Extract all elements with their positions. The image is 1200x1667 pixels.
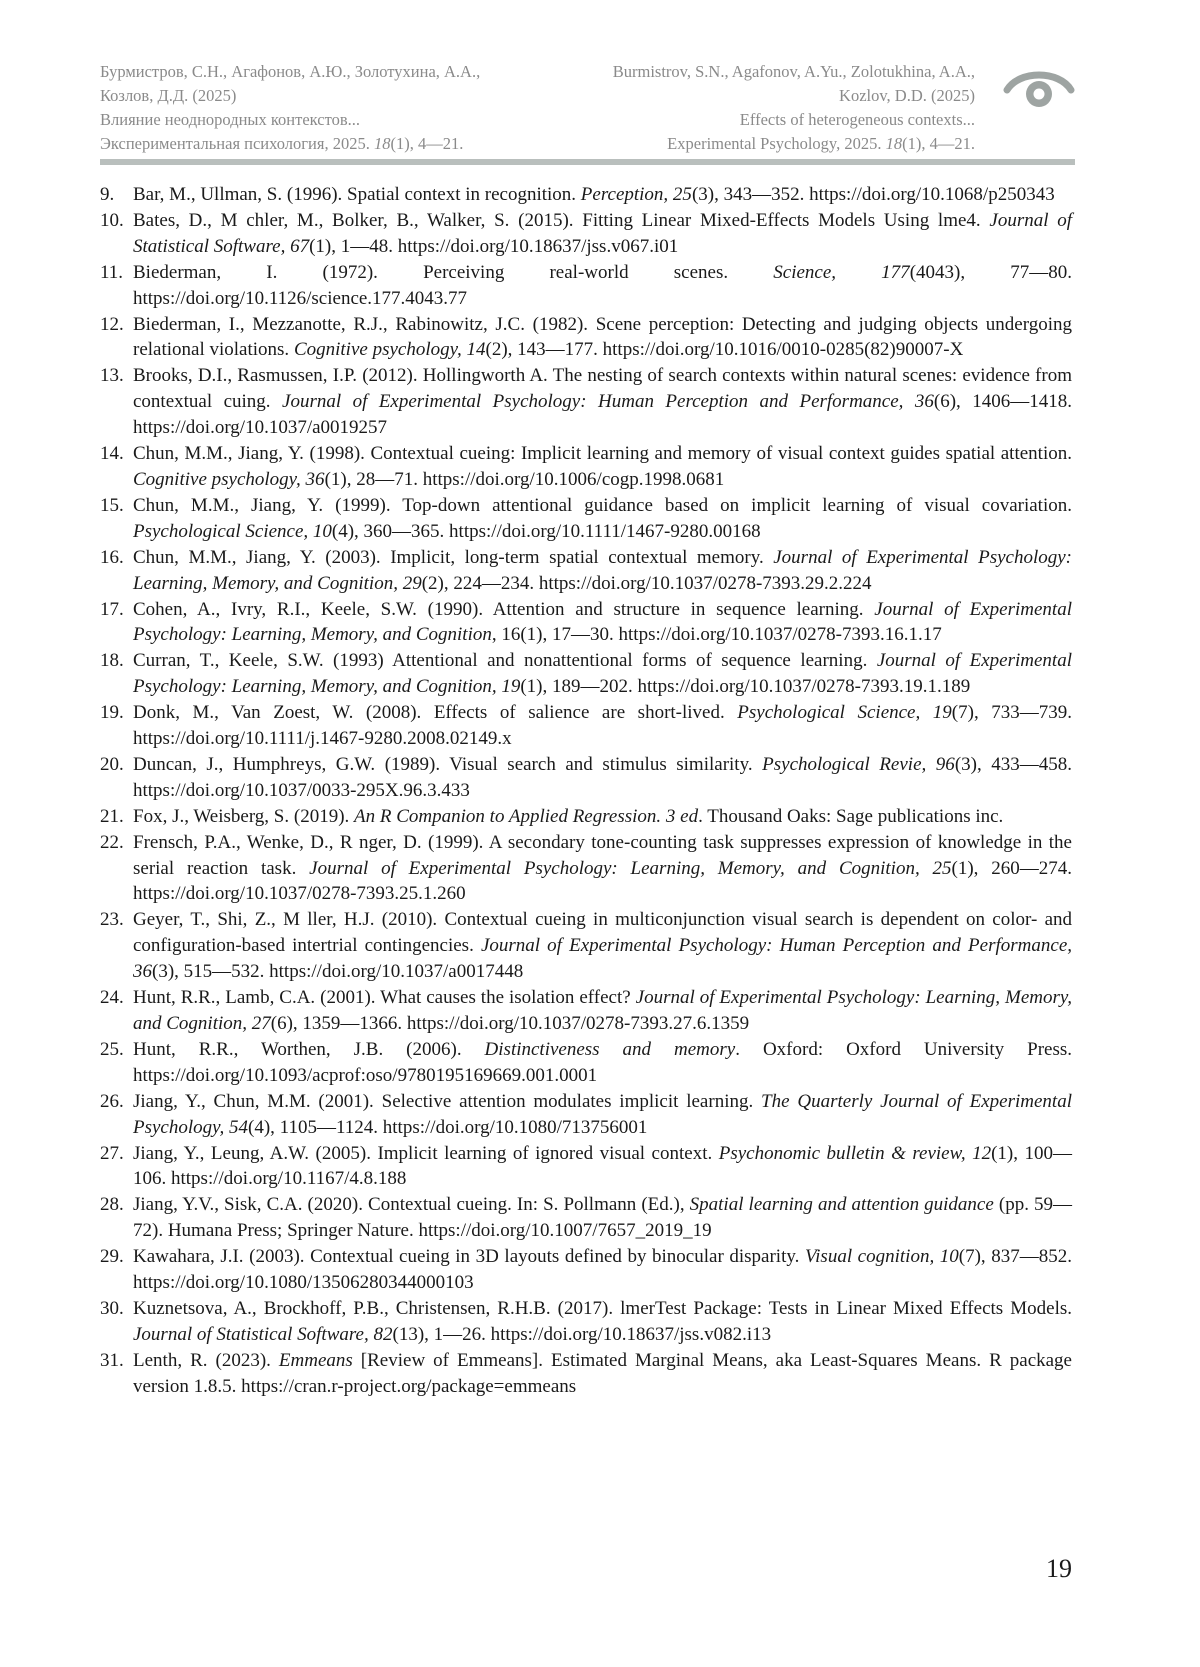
reference-text: Chun, M.M., Jiang, Y. (1999). Top-down attentional guidance based on implicit learning of visual covariation. xyxy=(133,494,1072,516)
reference-details: (3), 343—352. https://doi.org/10.1068/p250343 xyxy=(691,184,1055,205)
reference-item xyxy=(100,1192,1072,1244)
reference-text: Frensch, P.A., Wenke, D., R nger, D. (1999). A secondary tone-counting task suppresses expression of knowledge in the serial reaction task. xyxy=(133,831,1072,879)
reference-source: Journal of Experimental Psychology: Learning, Memory, and Cognition, 25 xyxy=(309,857,952,879)
header-rule xyxy=(100,159,1075,165)
reference-number: 12. xyxy=(100,313,124,335)
header-russian xyxy=(100,60,540,156)
reference-item xyxy=(100,752,1072,804)
page-number: 19 xyxy=(1046,1554,1072,1583)
reference-number: 27. xyxy=(100,1142,124,1164)
reference-item xyxy=(100,597,1072,649)
reference-details: (4043), 77—80. https://doi.org/10.1126/science.177.4043.77 xyxy=(133,261,1072,309)
header-english xyxy=(535,60,975,156)
reference-number: 14. xyxy=(100,443,124,465)
reference-source: Science, 177 xyxy=(773,261,910,283)
reference-item xyxy=(100,208,1072,260)
reference-number: 25. xyxy=(100,1038,124,1060)
reference-source: Cognitive psychology, 14 xyxy=(293,339,486,361)
reference-number: 21. xyxy=(100,805,124,827)
reference-details: , 16(1), 17—30. https://doi.org/10.1037/0278-7393.16.1.17 xyxy=(491,624,942,646)
reference-source: Psychological Science, 19 xyxy=(737,702,952,724)
reference-details: (3), 433—458. https://doi.org/10.1037/0033-295X.96.3.433 xyxy=(133,753,1073,801)
reference-source: Psychological Revie, 96 xyxy=(762,753,955,775)
reference-item xyxy=(100,907,1072,985)
reference-item xyxy=(100,1037,1072,1089)
reference-details: (1), 260—274. https://doi.org/10.1037/0278-7393.25.1.260 xyxy=(133,857,1073,905)
reference-number: 20. xyxy=(100,753,124,775)
reference-text: Kuznetsova, A., Brockhoff, P.B., Christensen, R.H.B. (2017). lmerTest Package: Tests in Linear Mixed Effects Models. xyxy=(133,1297,1072,1319)
reference-text: Fox, J., Weisberg, S. (2019). xyxy=(133,805,355,827)
eye-icon xyxy=(1003,64,1075,112)
reference-details: (pp. 59—72). Humana Press; Springer Nature. https://doi.org/10.1007/7657_2019_19 xyxy=(133,1194,1073,1242)
reference-text: Hunt, R.R., Lamb, C.A. (2001). What causes the isolation effect? xyxy=(133,987,636,1009)
reference-item xyxy=(100,182,1072,208)
reference-item xyxy=(100,312,1072,364)
reference-item xyxy=(100,1089,1072,1141)
reference-text: Chun, M.M., Jiang, Y. (1998). Contextual cueing: Implicit learning and memory of visual context guides spatial attention. xyxy=(133,443,1072,465)
reference-source: Distinctiveness and memory xyxy=(484,1038,736,1060)
reference-text: Kawahara, J.I. (2003). Contextual cueing in 3D layouts defined by binocular disparity. xyxy=(133,1246,805,1268)
reference-text: Biederman, I., Mezzanotte, R.J., Rabinowitz, J.C. (1982). Scene perception: Detecting and judging objects undergoing relational violations. xyxy=(133,313,1072,361)
header-right-authors-1: Burmistrov, S.N., Agafonov, A.Yu., Zolotukhina, A.A., xyxy=(612,62,975,81)
reference-source: Cognitive psychology, 36 xyxy=(133,468,325,490)
reference-number: 19. xyxy=(100,702,124,724)
reference-text: Duncan, J., Humphreys, G.W. (1989). Visual search and stimulus similarity. xyxy=(133,753,763,775)
reference-item xyxy=(100,545,1072,597)
reference-source: Perception, 25 xyxy=(580,184,692,205)
header-right-title: Effects of heterogeneous contexts... xyxy=(739,110,975,129)
reference-item xyxy=(100,1348,1072,1400)
reference-details: (2), 224—234. https://doi.org/10.1037/0278-7393.29.2.224 xyxy=(421,572,872,594)
reference-item xyxy=(100,1244,1072,1296)
reference-number: 9. xyxy=(100,184,115,205)
header-left-journal: Экспериментальная психология, 2025. 18(1), 4—21. xyxy=(100,134,464,153)
reference-source: Journal of Statistical Software, 82 xyxy=(133,1323,393,1345)
reference-number: 30. xyxy=(100,1297,124,1319)
reference-text: Jiang, Y.V., Sisk, C.A. (2020). Contextual cueing. In: S. Pollmann (Ed.), xyxy=(133,1194,690,1216)
reference-item xyxy=(100,363,1072,441)
reference-source: Journal of Experimental Psychology: Human Perception and Performance, 36 xyxy=(133,935,1073,983)
reference-source: Journal of Experimental Psychology: Learning, Memory, and Cognition, 27 xyxy=(133,987,1072,1034)
reference-details: (4), 360—365. https://doi.org/10.1111/1467-9280.00168 xyxy=(331,520,761,542)
reference-details: (1), 1—48. https://doi.org/10.18637/jss.v067.i01 xyxy=(309,235,679,257)
reference-details: . Thousand Oaks: Sage publications inc. xyxy=(698,805,1004,827)
reference-item xyxy=(100,1141,1072,1193)
reference-source: Psychological Science, 10 xyxy=(133,520,332,542)
reference-source: Visual cognition, 10 xyxy=(804,1246,959,1268)
reference-source: Journal of Experimental Psychology: Learning, Memory, and Cognition, 29 xyxy=(133,546,1072,594)
reference-text: Jiang, Y., Leung, A.W. (2005). Implicit learning of ignored visual context. xyxy=(133,1142,719,1164)
header-right-authors-2: Kozlov, D.D. (2025) xyxy=(839,86,975,105)
reference-text: Hunt, R.R., Worthen, J.B. (2006). xyxy=(133,1038,485,1060)
reference-source: Journal of Experimental Psychology: Learning, Memory, and Cognition, 19 xyxy=(133,650,1072,698)
reference-details: (1), 28—71. https://doi.org/10.1006/cogp.1998.0681 xyxy=(324,468,725,490)
reference-item xyxy=(100,1296,1072,1348)
reference-text: Brooks, D.I., Rasmussen, I.P. (2012). Hollingworth A. The nesting of search contexts within natural scenes: evidence from contextual cuing. xyxy=(133,365,1072,413)
reference-source: Psychonomic bulletin & review, 12 xyxy=(718,1142,992,1164)
reference-number: 11. xyxy=(100,261,124,283)
reference-source: An R Companion to Applied Regression. 3 ed xyxy=(354,805,699,827)
reference-number: 22. xyxy=(100,831,124,853)
reference-number: 10. xyxy=(100,209,124,231)
reference-number: 29. xyxy=(100,1246,124,1268)
reference-details: (13), 1—26. https://doi.org/10.18637/jss.v082.i13 xyxy=(392,1323,772,1345)
reference-text: Bar, M., Ullman, S. (1996). Spatial context in recognition. xyxy=(133,184,581,205)
reference-text: Bates, D., M chler, M., Bolker, B., Walker, S. (2015). Fitting Linear Mixed-Effects Models Using lme4. xyxy=(133,209,990,231)
reference-number: 28. xyxy=(100,1194,124,1216)
reference-details: (2), 143—177. https://doi.org/10.1016/0010-0285(82)90007-X xyxy=(485,339,964,361)
reference-details: (1), 189—202. https://doi.org/10.1037/0278-7393.19.1.189 xyxy=(520,676,971,698)
reference-item xyxy=(100,985,1072,1037)
reference-text: Chun, M.M., Jiang, Y. (2003). Implicit, long-term spatial contextual memory. xyxy=(133,546,774,568)
reference-source: Journal of Statistical Software, 67 xyxy=(133,209,1072,257)
reference-details: (3), 515—532. https://doi.org/10.1037/a0017448 xyxy=(152,961,524,983)
reference-text: Cohen, A., Ivry, R.I., Keele, S.W. (1990). Attention and structure in sequence learning. xyxy=(133,598,875,620)
reference-item xyxy=(100,260,1072,312)
reference-source: Journal of Experimental Psychology: Learning, Memory, and Cognition xyxy=(133,598,1072,646)
reference-details: (4), 1105—1124. https://doi.org/10.1080/713756001 xyxy=(248,1116,648,1138)
reference-item xyxy=(100,700,1072,752)
reference-item xyxy=(100,493,1072,545)
header-left-title: Влияние неоднородных контекстов... xyxy=(100,110,361,129)
reference-details: . Oxford: Oxford University Press. https://doi.org/10.1093/acprof:oso/9780195169669.001.0001 xyxy=(133,1038,1072,1086)
header-right-journal: Experimental Psychology, 2025. 18(1), 4—21. xyxy=(667,134,975,153)
reference-details: (7), 733—739. https://doi.org/10.1111/j.1467-9280.2008.02149.x xyxy=(133,702,1072,750)
header-left-authors-2: Козлов, Д.Д. (2025) xyxy=(100,86,237,105)
reference-item xyxy=(100,441,1072,493)
reference-text: Lenth, R. (2023). xyxy=(133,1349,279,1371)
reference-details: [Review of Emmeans]. Estimated Marginal Means, aka Least-Squares Means. R package version 1.8.5. https://cran.r-project.org/package=emmeans xyxy=(133,1349,1072,1397)
reference-number: 23. xyxy=(100,909,124,931)
reference-item xyxy=(100,804,1072,830)
reference-number: 18. xyxy=(100,650,124,672)
reference-number: 24. xyxy=(100,987,124,1009)
reference-number: 31. xyxy=(100,1349,124,1371)
reference-number: 15. xyxy=(100,494,124,516)
reference-item xyxy=(100,648,1072,700)
reference-details: (1), 100—106. https://doi.org/10.1167/4.8.188 xyxy=(133,1142,1073,1190)
reference-text: Geyer, T., Shi, Z., M ller, H.J. (2010). Contextual cueing in multiconjunction visual search is dependent on color- and configuration-based intertrial contingencies. xyxy=(133,909,1072,957)
reference-list xyxy=(100,182,1072,1400)
reference-number: 26. xyxy=(100,1090,124,1112)
header-left-authors-1: Бурмистров, С.Н., Агафонов, А.Ю., Золотухина, А.А., xyxy=(100,62,481,81)
reference-details: (6), 1359—1366. https://doi.org/10.1037/0278-7393.27.6.1359 xyxy=(270,1013,750,1034)
reference-source: Spatial learning and attention guidance xyxy=(689,1194,994,1216)
reference-text: Curran, T., Keele, S.W. (1993) Attentional and nonattentional forms of sequence learning. xyxy=(133,650,877,672)
reference-text: Donk, M., Van Zoest, W. (2008). Effects of salience are short-lived. xyxy=(133,702,738,724)
reference-text: Jiang, Y., Chun, M.M. (2001). Selective attention modulates implicit learning. xyxy=(133,1090,762,1112)
reference-number: 13. xyxy=(100,365,124,387)
reference-source: The Quarterly Journal of Experimental Psychology, 54 xyxy=(133,1090,1072,1138)
running-header xyxy=(100,60,1075,156)
reference-number: 16. xyxy=(100,546,124,568)
reference-details: (7), 837—852. https://doi.org/10.1080/13506280344000103 xyxy=(133,1246,1073,1294)
reference-number: 17. xyxy=(100,598,124,620)
reference-source: Emmeans xyxy=(278,1349,353,1371)
reference-source: Journal of Experimental Psychology: Human Perception and Performance, 36 xyxy=(282,391,934,413)
reference-item xyxy=(100,830,1072,908)
reference-text: Biederman, I. (1972). Perceiving real-world scenes. xyxy=(133,261,774,283)
reference-details: (6), 1406—1418. https://doi.org/10.1037/a0019257 xyxy=(133,391,1072,439)
